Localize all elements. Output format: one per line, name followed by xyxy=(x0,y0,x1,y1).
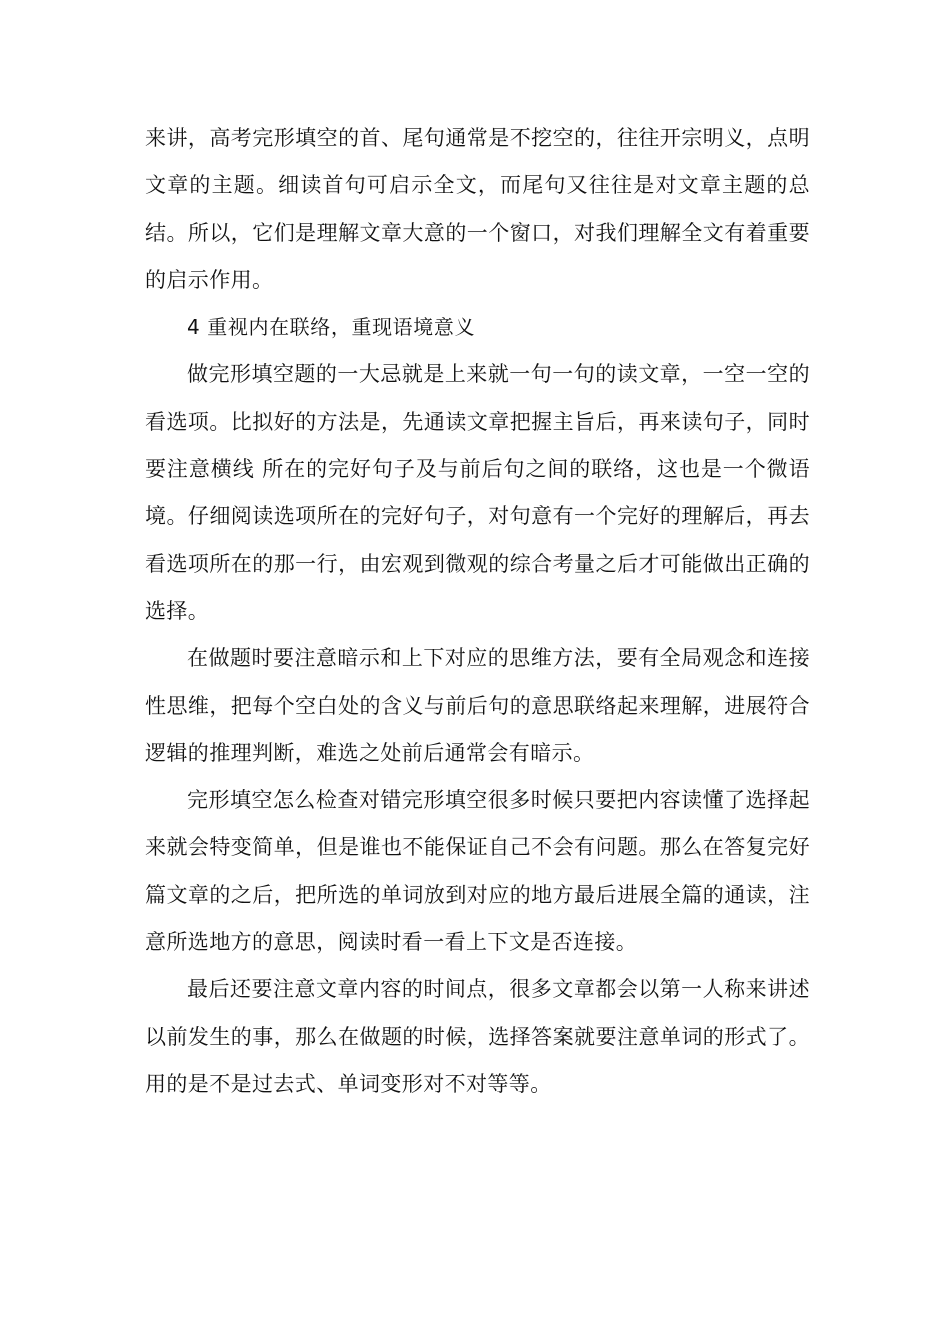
paragraph-hints: 在做题时要注意暗示和上下对应的思维方法，要有全局观念和连接性思维，把每个空白处的含义与前后句的意思联络起来理解，进展符合逻辑的推理判断，难选之处前后通常会有暗示。 xyxy=(145,646,810,765)
section-heading: 4 重视内在联络，重现语境意义 xyxy=(187,315,476,340)
paragraph-method: 做完形填空题的一大忌就是上来就一句一句的读文章，一空一空的看选项。比拟好的方法是，先通读文章把握主旨后，再来读句子，同时要注意横线 所在的完好句子及与前后句之间的联络，这也是一个微语境。仔细阅读选项所在的完好句子，对句意有一个完好的理解后，再去看选项所在的那一行，由宏观到微观的综合考量之后才可能做出正确的选择。 xyxy=(145,362,810,623)
document-body xyxy=(145,115,810,1108)
paragraph-continuation: 来讲，高考完形填空的首、尾句通常是不挖空的，往往开宗明义，点明文章的主题。细读首句可启示全文，而尾句又往往是对文章主题的总结。所以，它们是理解文章大意的一个窗口，对我们理解全文有着重要的启示作用。 xyxy=(145,126,810,292)
paragraph-tense: 最后还要注意文章内容的时间点，很多文章都会以第一人称来讲述以前发生的事，那么在做题的时候，选择答案就要注意单词的形式了。用的是不是过去式、单词变形对不对等等。 xyxy=(145,977,810,1096)
paragraph-check: 完形填空怎么检查对错完形填空很多时候只要把内容读懂了选择起来就会特变简单，但是谁也不能保证自己不会有问题。那么在答复完好篇文章的之后，把所选的单词放到对应的地方最后进展全篇的通读，注意所选地方的意思，阅读时看一看上下文是否连接。 xyxy=(145,788,810,955)
